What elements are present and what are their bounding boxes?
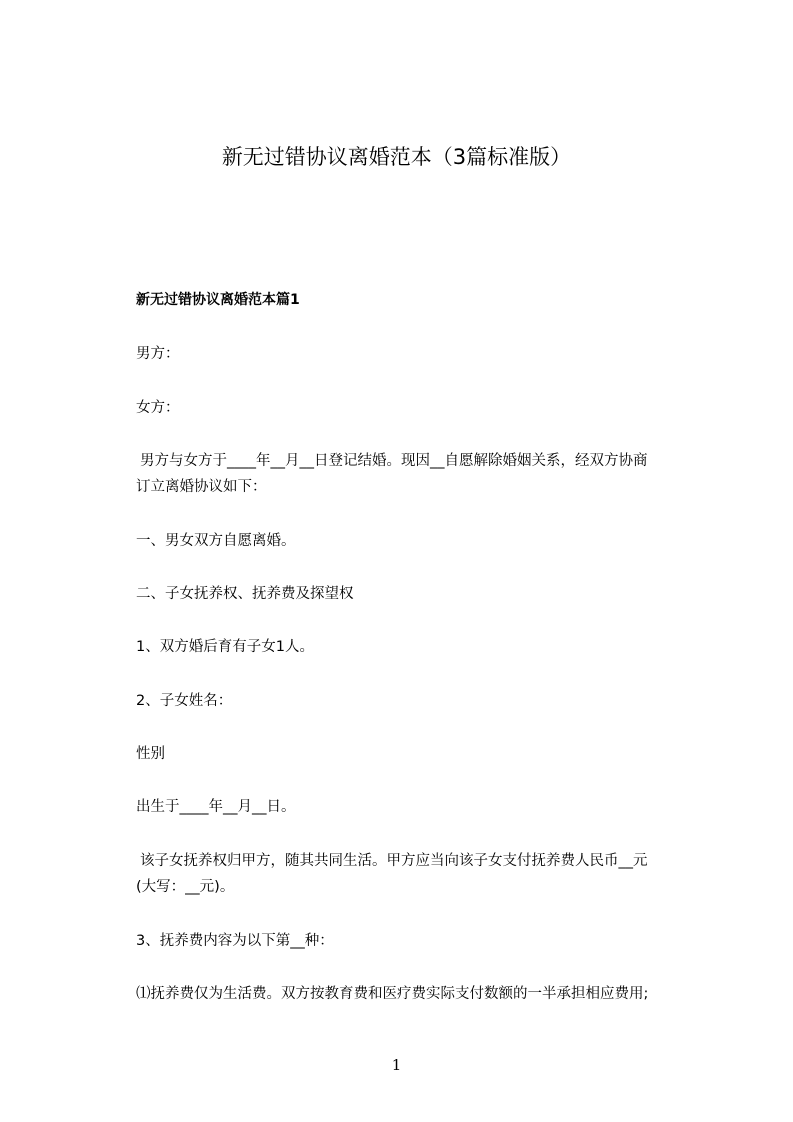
paragraph-custody: 该子女抚养权归甲方，随其共同生活。甲方应当向该子女支付抚养费人民币__元 <box>140 853 648 869</box>
paragraph-birth-date: 出生于____年__月__日。 <box>136 799 296 815</box>
document-title: 新无过错协议离婚范本（3篇标准版） <box>221 145 572 169</box>
paragraph-item-1: 1、双方婚后育有子女1人。 <box>136 639 314 655</box>
paragraph-item-3: 3、抚养费内容为以下第__种： <box>136 933 334 949</box>
paragraph-male-party: 男方： <box>136 346 180 362</box>
paragraph-clause-1: 一、男女双方自愿离婚。 <box>136 533 296 549</box>
paragraph-female-party: 女方： <box>136 400 180 416</box>
paragraph-marriage-registration-cont: 订立离婚协议如下： <box>136 479 267 495</box>
page-number: 1 <box>391 1056 402 1074</box>
paragraph-sub-item-1: ⑴抚养费仅为生活费。双方按教育费和医疗费实际支付数额的一半承担相应费用; <box>136 986 649 1002</box>
paragraph-clause-2: 二、子女抚养权、抚养费及探望权 <box>136 586 354 602</box>
paragraph-item-2: 2、子女姓名： <box>136 693 233 709</box>
paragraph-marriage-registration: 男方与女方于____年__月__日登记结婚。现因__自愿解除婚姻关系，经双方协商 <box>140 453 648 469</box>
section-heading: 新无过错协议离婚范本篇1 <box>136 292 300 308</box>
paragraph-custody-cont: (大写：__元)。 <box>136 879 235 895</box>
paragraph-gender: 性别 <box>136 746 165 762</box>
